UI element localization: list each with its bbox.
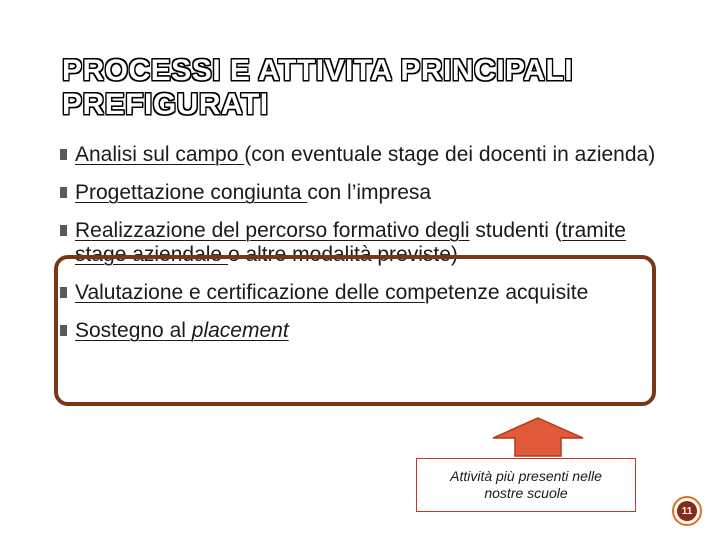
bullet-text-segment: Sostegno al — [75, 319, 192, 342]
bullet-marker-icon — [60, 225, 67, 236]
page-title — [62, 54, 682, 122]
bullet-text-segment: Valutazione e certificazione delle com — [75, 281, 425, 304]
callout-line-1: Attività più presenti nelle — [450, 468, 602, 484]
page-number: 11 — [681, 505, 693, 517]
bullet-text-segment: tramite stage aziendale — [75, 219, 626, 266]
bullet-marker-icon — [60, 149, 67, 160]
title-line-2: PREFIGURATI — [62, 88, 269, 121]
page-number-badge — [672, 496, 702, 526]
bullet-text-segment: placement — [191, 319, 289, 342]
highlight-box — [54, 255, 656, 406]
bullet-text-segment: con l’impresa — [307, 181, 432, 204]
title-line-1: PROCESSI E ATTIVITA PRINCIPALI — [62, 54, 574, 87]
bullet-text-segment: o altre modalità previste) — [227, 243, 458, 266]
bullet-text-segment: petenze acquisite — [424, 281, 589, 304]
bullet-item — [58, 143, 658, 167]
bullet-item — [58, 181, 658, 205]
bullet-marker-icon — [60, 187, 67, 198]
bullet-text-segment: studenti ( — [469, 219, 562, 242]
up-arrow-icon — [491, 416, 585, 458]
bullet-text-segment: Realizzazione del percorso formativo degli — [75, 219, 470, 242]
bullet-text-segment: Progettazione congiunta — [75, 181, 308, 204]
callout-box — [416, 458, 636, 512]
bullet-text-segment: (con eventuale stage dei docenti in azienda) — [244, 143, 656, 166]
bullet-text-segment: Analisi sul campo — [75, 143, 245, 166]
callout-line-2: nostre scuole — [484, 485, 568, 501]
